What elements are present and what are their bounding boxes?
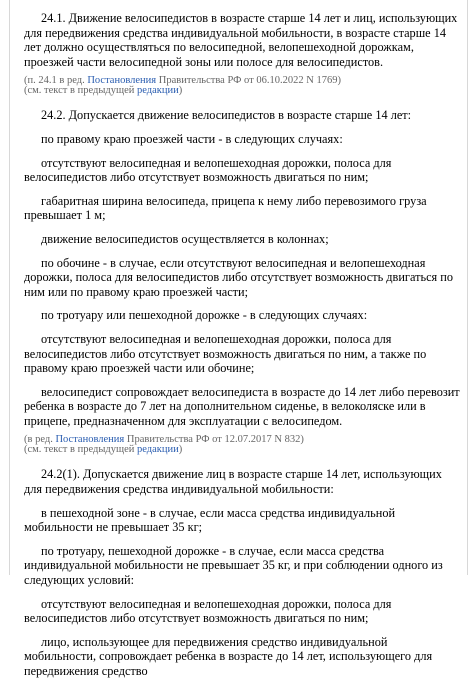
- previous-edition-note: (см. текст в предыдущей редакции): [24, 444, 183, 456]
- clause-24-2-shoulder: по обочине - в случае, если отсутствуют велосипедная и велопешеходная дорожки, полоса для велосипедистов либо отсутствует возможность двигаться по ним или по правому краю проезжей части;: [24, 255, 453, 299]
- clause-24-2-sidewalk-case-2: велосипедист сопровождает велосипедиста в возрасте до 14 лет либо перевозит ребенка в возрасте до 7 лет на дополнительном сиденье, в велоколяске или в прицепе, предназначенном для эксплуатации с велосипедом.: [24, 384, 460, 428]
- clause-24-2-1-sidewalk-case-1: отсутствуют велосипедная и велопешеходная дорожки, полоса для велосипедистов либо отсутствует возможность двигаться по ним;: [24, 596, 392, 626]
- clause-24-2-sidewalk-case-1: отсутствуют велосипедная и велопешеходная дорожки, полоса для велосипедистов либо отсутствует возможность двигаться по ним, а также по правому краю проезжей части или обочине;: [24, 331, 427, 376]
- decree-link[interactable]: Постановления: [55, 434, 125, 446]
- clause-24-2-roadway: по правому краю проезжей части - в следующих случаях:: [41, 131, 343, 146]
- previous-edition-link[interactable]: редакции: [136, 444, 179, 456]
- right-margin-rule: [467, 0, 468, 575]
- left-margin-rule: [9, 0, 10, 575]
- decree-link[interactable]: Постановления: [87, 75, 157, 87]
- previous-edition-link[interactable]: редакции: [136, 85, 179, 97]
- clause-24-2-roadway-case-1: отсутствуют велосипедная и велопешеходная дорожки, полоса для велосипедистов либо отсутствует возможность двигаться по ним;: [24, 155, 392, 185]
- clause-24-2-roadway-case-3: движение велосипедистов осуществляется в колоннах;: [41, 231, 329, 246]
- previous-edition-note: (см. текст в предыдущей редакции): [24, 85, 183, 97]
- amendment-note: (в ред. Постановления Правительства РФ от 12.07.2017 N 832): [24, 434, 304, 446]
- clause-24-2-1-sidewalk: по тротуару, пешеходной дорожке - в случае, если масса средства индивидуальной мобильности не превышает 35 кг, и при соблюдении одного из следующих условий:: [24, 543, 443, 588]
- amendment-note: (п. 24.1 в ред. Постановления Правительства РФ от 06.10.2022 N 1769): [24, 75, 341, 87]
- clause-24-2-1: 24.2(1). Допускается движение лиц в возрасте старше 14 лет, использующих для передвижения средства индивидуальной мобильности:: [24, 467, 442, 497]
- clause-24-2-roadway-case-2: габаритная ширина велосипеда, прицепа к нему либо перевозимого груза превышает 1 м;: [24, 193, 427, 223]
- clause-24-1: 24.1. Движение велосипедистов в возрасте старше 14 лет и лиц, использующих для передвижения средства индивидуальной мобильности, в возрасте старше 14 лет должно осуществляться по велосипедной, велопешеходной дорожкам, проезжей части велосипедной зоны или полосе для велосипедистов.: [24, 11, 458, 69]
- clause-24-2-1-pedestrian-zone: в пешеходной зоне - в случае, если масса средства индивидуальной мобильности не превышает 35 кг;: [24, 505, 396, 535]
- clause-24-2-sidewalk: по тротуару или пешеходной дорожке - в следующих случаях:: [41, 308, 368, 323]
- clause-24-2-1-sidewalk-case-2: лицо, использующее для передвижения средство индивидуальной мобильности, сопровождает ребенка в возрасте до 14 лет, использующего для передвижения средство: [24, 634, 433, 678]
- clause-24-2: 24.2. Допускается движение велосипедистов в возрасте старше 14 лет:: [41, 108, 412, 123]
